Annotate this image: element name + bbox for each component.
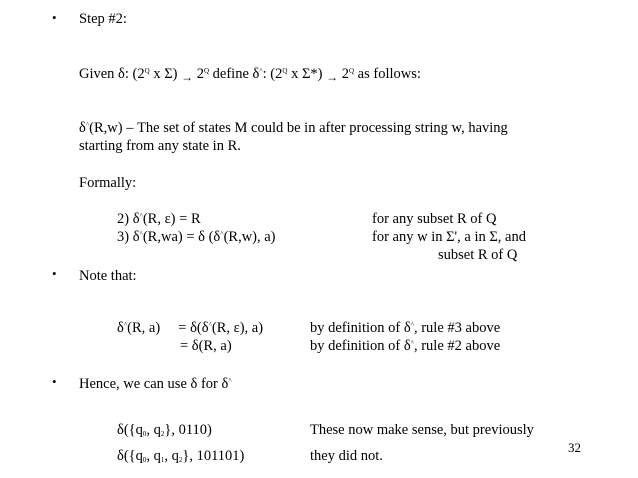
example1-formula: $\delta(\{q_0$, $q_2$}, 0110)	[117, 422, 212, 438]
example2-formula: $\delta(\{q_0$, $q_1$, $q_2$}, 101101)	[117, 448, 245, 464]
page-number: 32	[568, 440, 581, 455]
hence-title: Hence, we can use δ for δ^	[79, 376, 232, 392]
bullet-step2: •	[52, 10, 57, 25]
note-title: Note that:	[79, 268, 137, 284]
given-line: Given δ: ($2^Q$ x $\Sigma) \to 2^Q$ define δ^: ($2^Q$ x $\Sigma*) \to 2^Q$ as follows:	[79, 66, 421, 84]
rule2-formula: 2) δ^(R, ε) = R	[117, 211, 201, 227]
rule3-formula: 3) δ^(R,wa) = δ (δ^(R,w), a)	[117, 229, 276, 245]
rule3-description-cont: subset R of Q	[438, 247, 518, 263]
bullet-hence: •	[52, 374, 57, 389]
definition-line1: δ^(R,w) – The set of states M could be in after processing string w, having	[79, 120, 508, 136]
bullet-note: •	[52, 266, 57, 281]
formally-label: Formally:	[79, 175, 137, 191]
arrow-icon: →	[326, 70, 339, 84]
rule2-description: for any subset R of Q	[372, 211, 497, 227]
step2-title: Step #2:	[79, 11, 127, 27]
definition-line2: starting from any state in R.	[79, 138, 241, 154]
note-line2-formula: = δ(R, a)	[180, 338, 232, 354]
rule3-description: for any w in Σ', a in Σ, and	[372, 229, 526, 245]
note-line1-description: by definition of δ^, rule #3 above	[310, 320, 501, 336]
arrow-icon: →	[181, 70, 194, 84]
note-line2-description: by definition of δ^, rule #2 above	[310, 338, 501, 354]
example2-description: they did not.	[310, 448, 383, 464]
note-line1-formula: δ^(R, a) = δ(δ^(R, ε), a)	[117, 320, 264, 336]
example1-description: These now make sense, but previously	[310, 422, 534, 438]
